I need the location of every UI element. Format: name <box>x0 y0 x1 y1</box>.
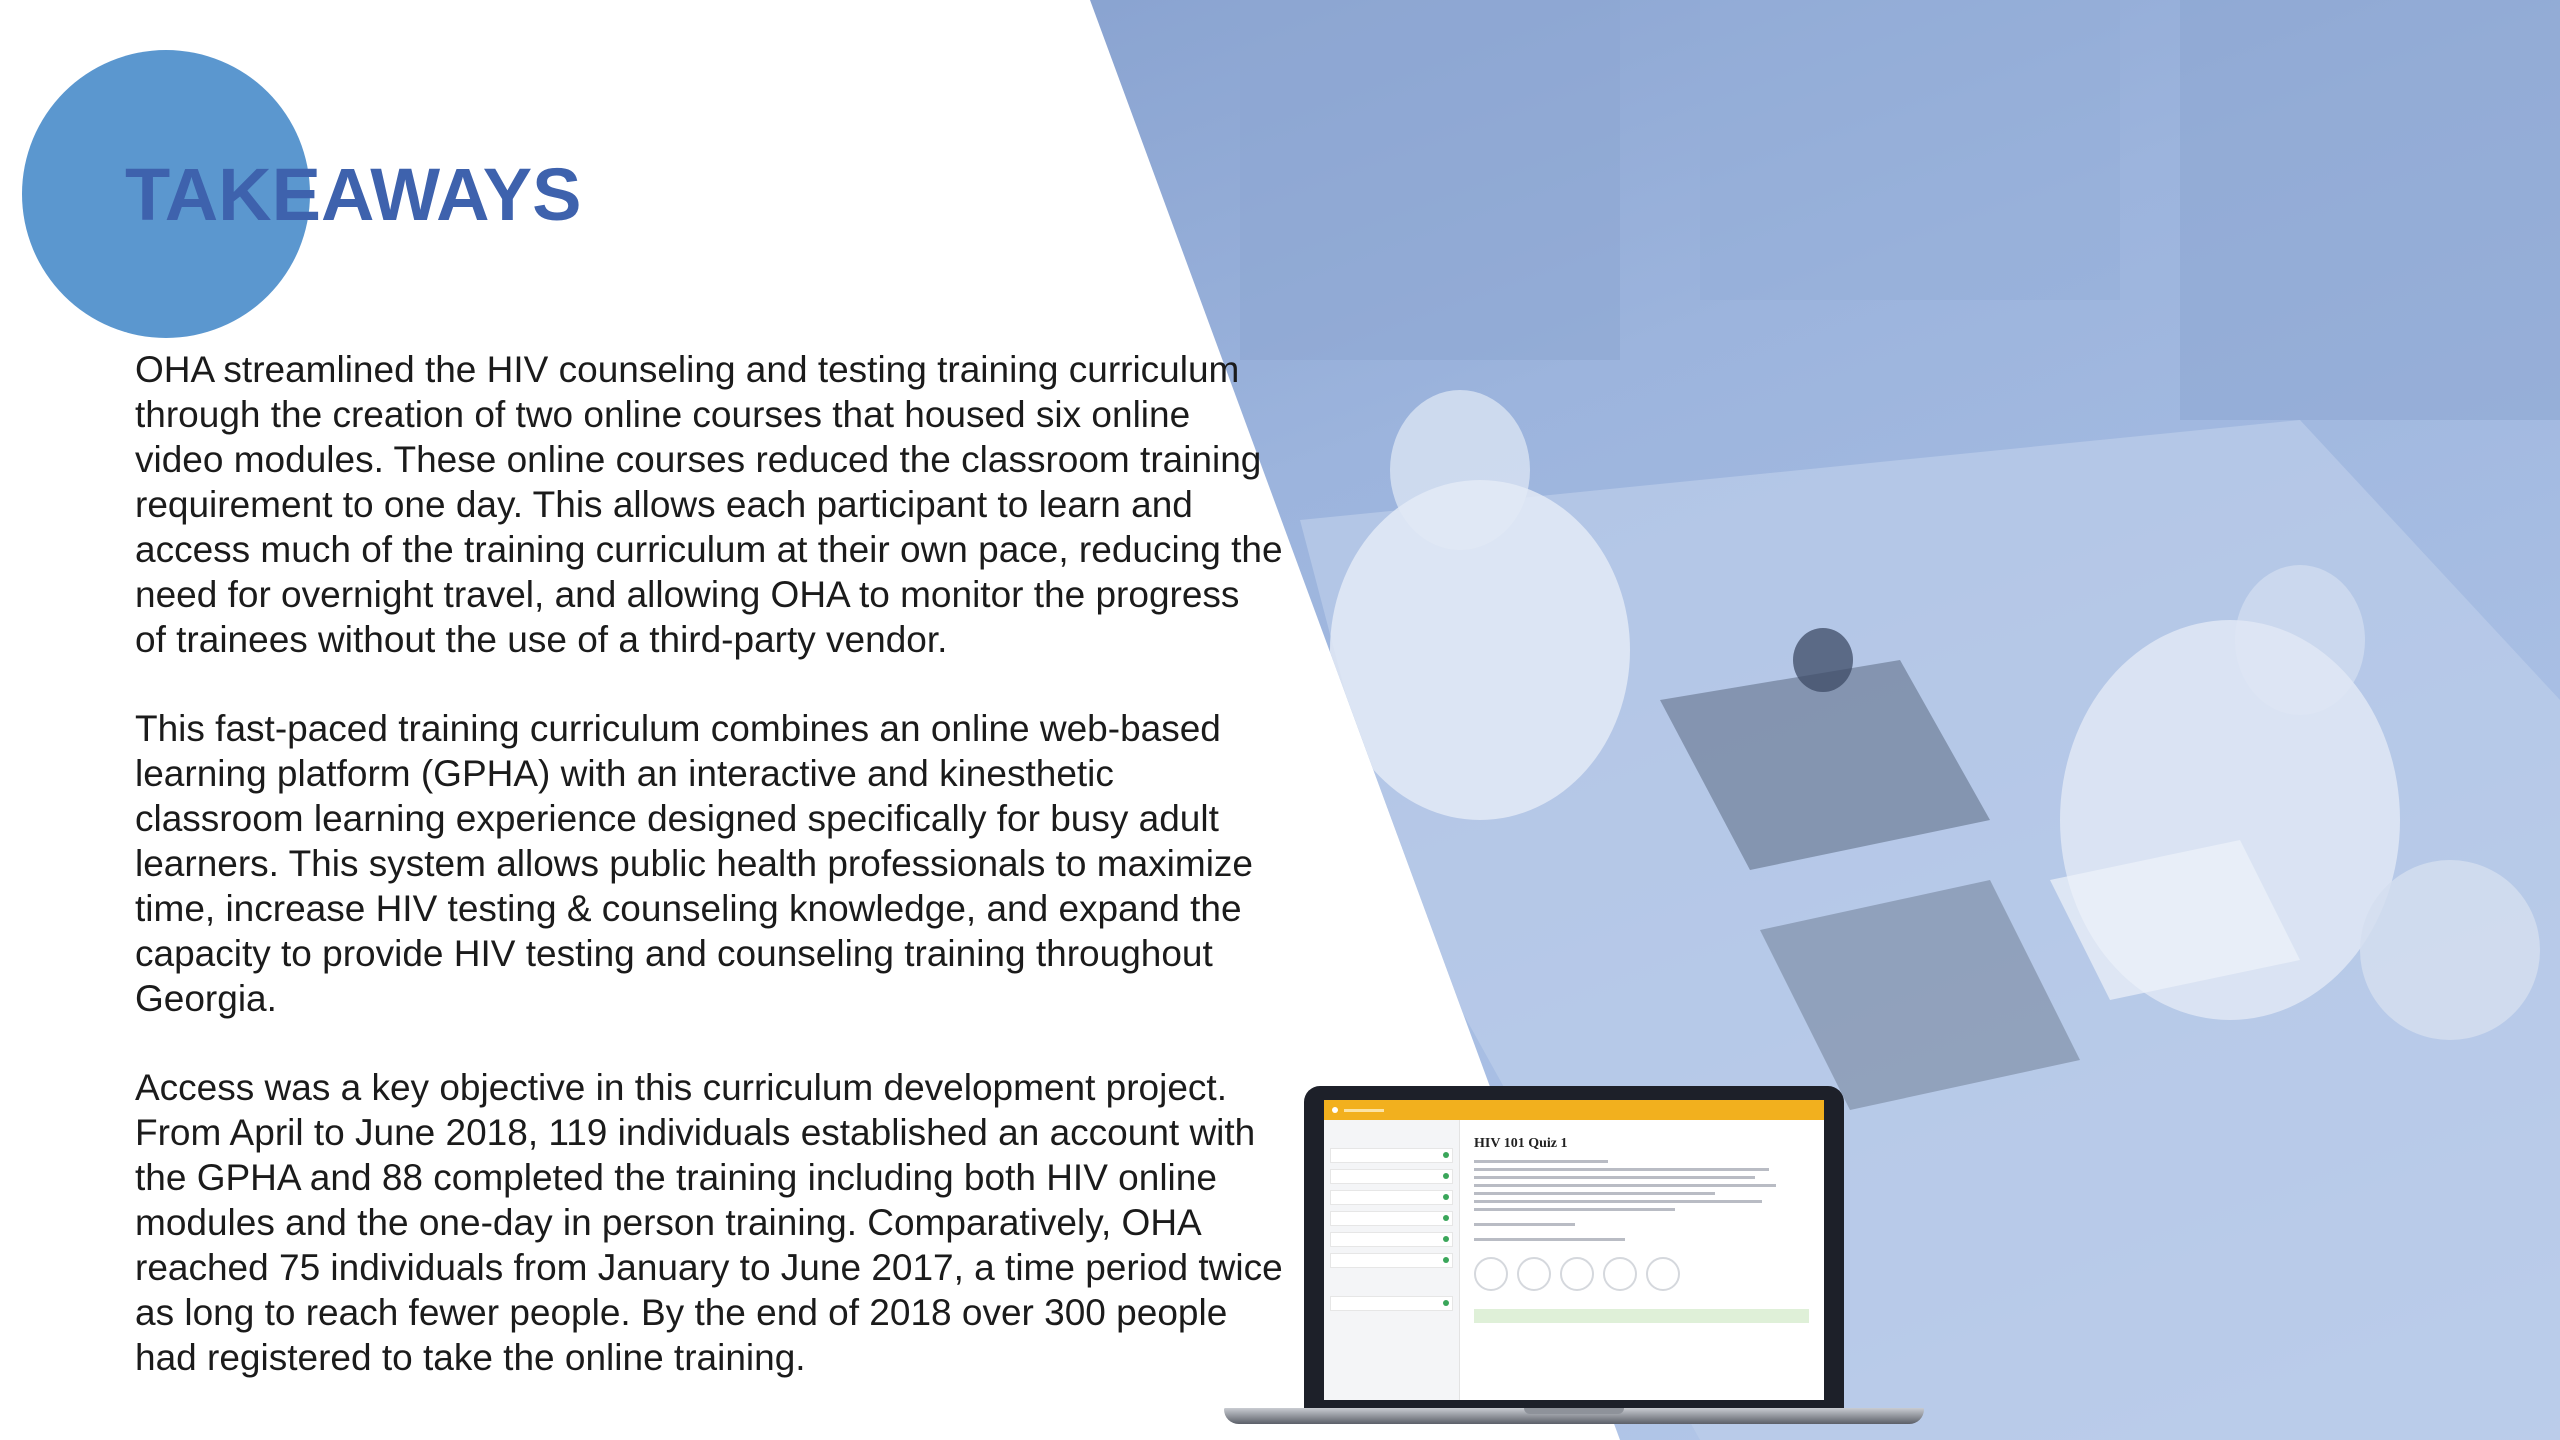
quiz-title: HIV 101 Quiz 1 <box>1474 1136 1568 1151</box>
laptop-screen <box>1324 1100 1824 1400</box>
sidebar-row <box>1330 1232 1453 1247</box>
header-line <box>1344 1109 1384 1112</box>
laptop-illustration <box>1224 1086 1924 1432</box>
sidebar-row <box>1330 1253 1453 1268</box>
score-circle <box>1517 1257 1551 1291</box>
menu-icon <box>1332 1107 1338 1113</box>
score-circle <box>1474 1257 1508 1291</box>
paragraph-access: Access was a key objective in this curriculum development project. From April to June 2018, 119 individuals established an account with the GPHA and 88 completed the training including both HIV online modules and the one-day in person training. Comparatively, OHA reached 75 individuals from January to June 2017, a time period twice as long to reach fewer people. By the end of 2018 over 300 people had registered to take the online training. <box>135 1067 1283 1378</box>
score-circles <box>1474 1257 1809 1291</box>
text-line <box>1474 1160 1608 1163</box>
paragraph-curriculum: This fast-paced training curriculum combines an online web-based learning platform (GPHA) with an interactive and kinesthetic classroom learning experience designed specifically for busy adult learners. This system allows public health professionals to maximize time, increase HIV testing & counseling knowledge, and expand the capacity to provide HIV testing and counseling training throughout Georgia. <box>135 708 1254 1019</box>
screen-sidebar <box>1324 1120 1460 1400</box>
sidebar-row <box>1330 1148 1453 1163</box>
body-text <box>135 347 1305 1424</box>
screen-header-bar <box>1324 1100 1824 1120</box>
score-circle <box>1560 1257 1594 1291</box>
score-circle <box>1646 1257 1680 1291</box>
text-line <box>1474 1184 1776 1187</box>
page-title: TAKEAWAYS <box>125 153 582 236</box>
text-line <box>1474 1168 1769 1171</box>
screen-main <box>1474 1136 1809 1323</box>
text-line <box>1474 1192 1715 1195</box>
paragraph-streamlined: OHA streamlined the HIV counseling and testing training curriculum through the creation of two online courses that housed six online video modules. These online courses reduced the classroom training requirement to one day. This allows each participant to learn and access much of the training curriculum at their own pace, reducing the need for overnight travel, and allowing OHA to monitor the progress of trainees without the use of a third-party vendor. <box>135 349 1283 660</box>
sidebar-row <box>1330 1296 1453 1311</box>
laptop-notch <box>1524 1408 1624 1414</box>
text-line <box>1474 1223 1575 1226</box>
sidebar-row <box>1330 1211 1453 1226</box>
text-line <box>1474 1238 1625 1241</box>
text-line <box>1474 1200 1762 1203</box>
score-circle <box>1603 1257 1637 1291</box>
sidebar-row <box>1330 1169 1453 1184</box>
sidebar-row <box>1330 1190 1453 1205</box>
text-line <box>1474 1208 1675 1211</box>
success-banner <box>1474 1309 1809 1323</box>
text-line <box>1474 1176 1755 1179</box>
